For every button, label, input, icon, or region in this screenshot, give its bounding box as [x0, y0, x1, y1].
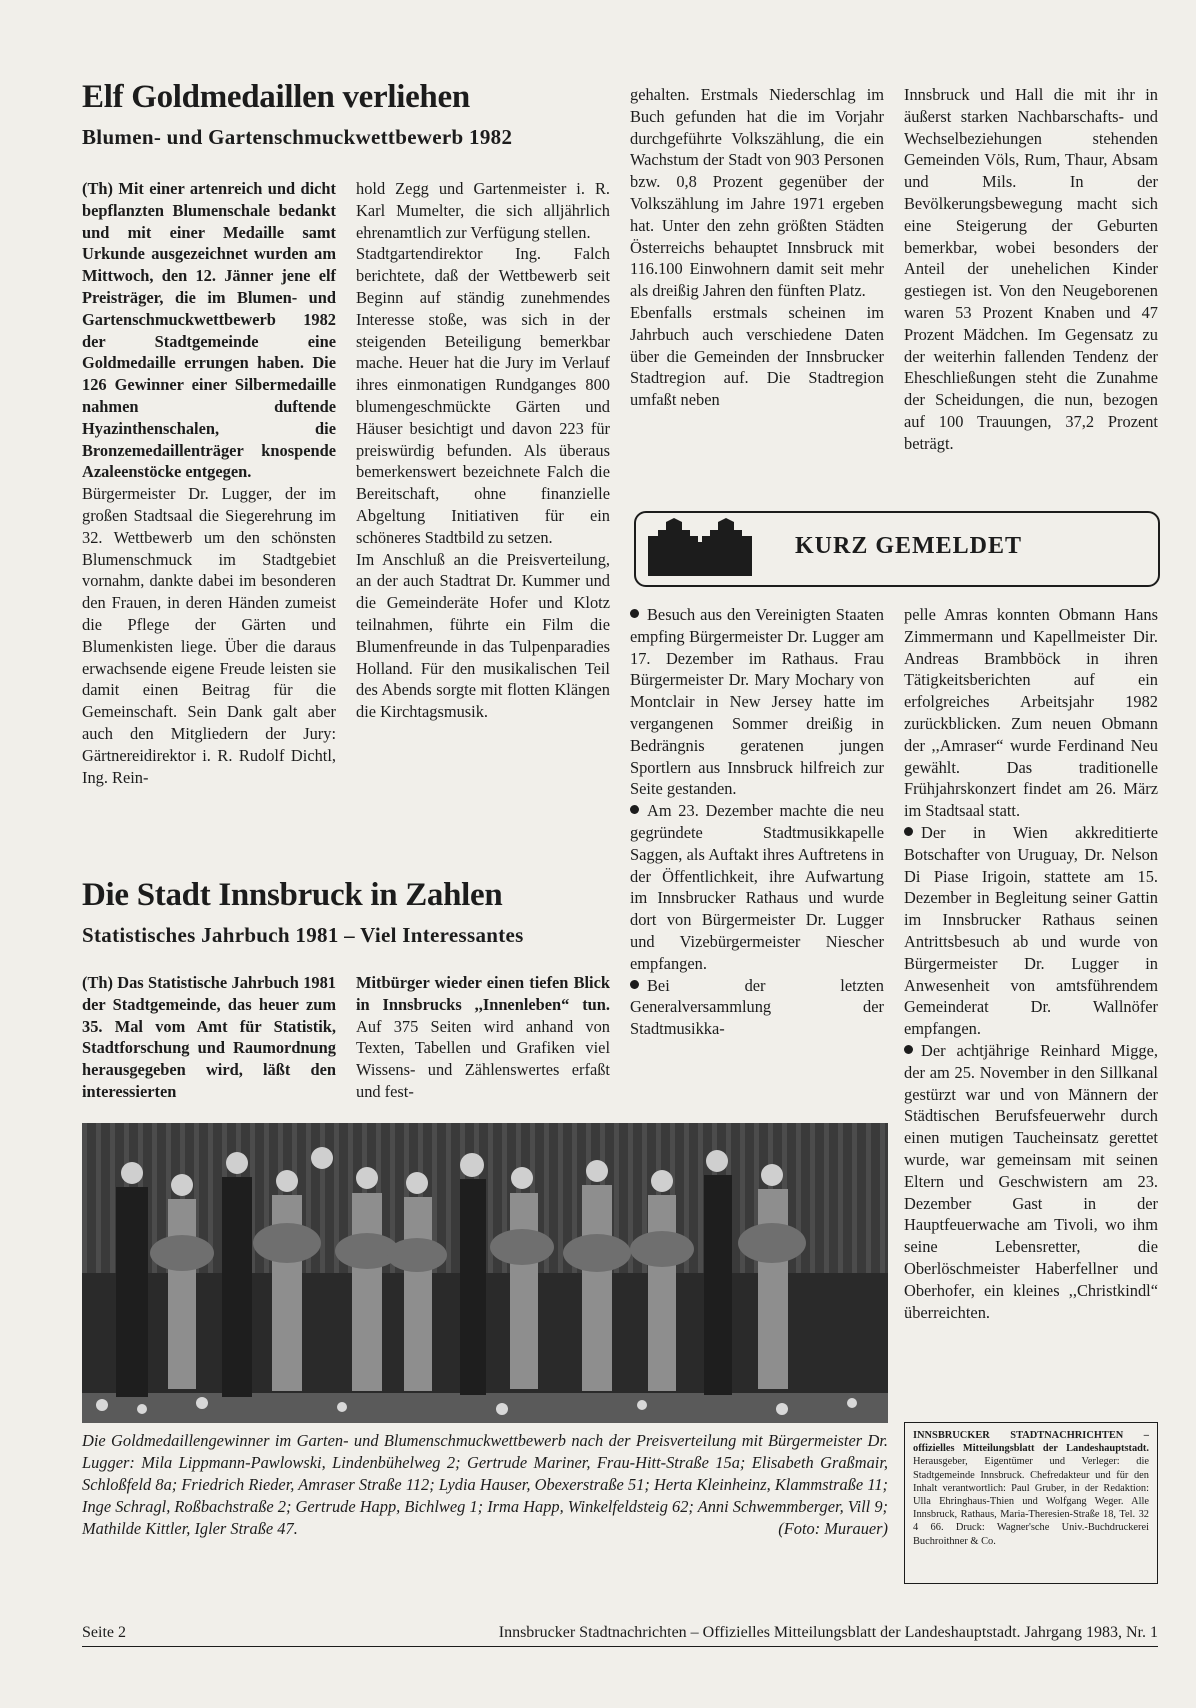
photo-caption	[82, 1430, 888, 1540]
kurz-item-5: Der achtjährige Reinhard Migge, der am 25. November in den Sillkanal gestürzt war und von Männern der Städtischen Berufsfeuerwehr durch einen mutigen Taucheinsatz gerettet wurde, war gemeinsam mit seinen Eltern und Geschwistern am 23. Dezember Gast in der Hauptfeuerwache am Tivoli, wo ihm seine Lebensretter, die Oberlöschmeister Haberfellner und Oberhofer, ein kleines ,,Christkindl“ überreichten.	[904, 1040, 1158, 1322]
footer-page-number: Seite 2	[82, 1624, 126, 1641]
group-photo-illustration	[82, 1123, 888, 1423]
article1-subheadline: Blumen- und Gartenschmuckwettbewerb 1982	[82, 125, 513, 149]
kurz-item-4: Der in Wien akkreditierte Botschafter von Uruguay, Dr. Nelson Di Piase Irigoin, stattete am 15. Dezember in Begleitung seiner Gattin im Innsbrucker Rathaus seinen Antrittsbesuch ab und wurde von Bürgermeister Dr. Lugger in Anwesenheit von amtsführendem Gemeinderat Dr. Wallnöfer empfangen.	[904, 822, 1158, 1039]
bullet-icon	[904, 827, 913, 836]
article2-lead-col1: (Th) Das Statistische Jahrbuch 1981 der Stadtgemeinde, das heuer zum 35. Mal vom Amt für Statistik, Stadtforschung und Raumordnung herausgegeben wird, läßt den interessierten	[82, 973, 336, 1101]
impressum-text: Herausgeber, Eigentümer und Verleger: die Stadtgemeinde Innsbruck. Chefredakteur und für den Inhalt verantwortlich: Paul Gruber, in der Redaktion: Ulla Ehringhaus-Thien und Wolfgang Weger. Alle Innsbruck, Rathaus, Maria-Theresien-Straße 18, Tel. 32 4 66. Druck: Wagner'sche Univ.-Buchdruckerei Buchroithner & Co.	[913, 1456, 1149, 1547]
impressum-box	[904, 1422, 1158, 1584]
kurz-item-3: Bei der letzten Generalversammlung der Stadtmusikka-	[630, 975, 884, 1039]
kurz-column-1	[630, 604, 884, 1040]
photo-caption-text: Die Goldmedaillengewinner im Garten- und Blumenschmuckwettbewerb nach der Preisverteilung mit Bürgermeister Dr. Lugger: Mila Lippmann-Pawlowski, Lindenbühelweg 2; Gertrude Mariner, Frau-Hitt-Straße 15a; Elisabeth Graßmair, Schloßfeld 8a; Friedrich Rieder, Amraser Straße 112; Lydia Hauser, Obexerstraße 51; Herta Kleinheinz, Klammstraße 11; Inge Schragl, Roßbachstraße 2; Gertrude Happ, Bichlweg 1; Irma Happ, Winkelfeldsteig 62; Anni Schwemmberger, Vill 9; Mathilde Kittler, Igler Straße 47.	[82, 1431, 888, 1538]
footer-publication: Innsbrucker Stadtnachrichten – Offizielles Mitteilungsblatt der Landeshauptstadt. Jahrgang 1983, Nr. 1	[498, 1624, 1158, 1641]
article2-subheadline: Statistisches Jahrbuch 1981 – Viel Interessantes	[82, 923, 524, 947]
article1-body-col2a: hold Zegg und Gartenmeister i. R. Karl Mumelter, die sich alljährlich ehrenamtlich zur Verfügung stellen.	[356, 179, 610, 242]
article1-column-1	[82, 178, 336, 788]
bullet-icon	[630, 609, 639, 618]
article2-body-col4: Innsbruck und Hall die mit ihr in äußerst starken Nachbarschafts- und Wechselbeziehungen stehenden Gemeinden Völs, Rum, Thaur, Absam und Mils. In der Bevölkerungsbewegung macht sich eine Steigerung der Geburten bemerkbar, wobei besonders der Anteil der unehelichen Kinder gestiegen ist. Von den Neugeborenen waren 53 Prozent Knaben und 47 Prozent Mädchen. Im Gegensatz zu der weiterhin fallenden Tendenz der Eheschließungen steht die Zunahme der Scheidungen, die nun, bezogen auf 100 Trauungen, 37,2 Prozent beträgt.	[904, 85, 1158, 453]
article1-headline: Elf Goldmedaillen verliehen	[82, 79, 470, 115]
city-silhouette-icon	[648, 518, 752, 576]
bullet-icon	[630, 980, 639, 989]
article2-column-4	[904, 84, 1158, 455]
article1-body-col2b: Stadtgartendirektor Ing. Falch berichtete, daß der Wettbewerb seit Beginn auf ständig zunehmendes Interesse stoße, was sich in der steigenden Beteiligung bemerkbar mache. Heuer hat die Jury im Verlauf ihres einmonatigen Rundganges 800 blumengeschmückte Gärten und Häuser besichtigt und davon 223 für preiswürdig befunden. Als überaus bemerkenswert bezeichnete Falch die Bereitschaft, ohne finanzielle Abgeltung Initiativen für ein schöneres Stadtbild zu setzen.	[356, 244, 610, 547]
article1-body-col2c: Im Anschluß an die Preisverteilung, an der auch Stadtrat Dr. Kummer und die Gemeinderäte Hofer und Klotz teilnahmen, führte ein Film die Blumenfreunde in das Tulpenparadies Holland. Für den musikalischen Teil des Abends sorgte mit flotten Klängen die Kirchtagsmusik.	[356, 549, 610, 722]
impressum-heading: INNSBRUCKER STADTNACHRICHTEN – offizielles Mitteilungsblatt der Landeshauptstadt.	[913, 1430, 1149, 1455]
article2-body-col2: Auf 375 Seiten wird anhand von Texten, Tabellen und Grafiken viel Wissens- und Zählenswertes erfaßt und fest-	[356, 1016, 610, 1101]
kurz-continuation: pelle Amras konnten Obmann Hans Zimmermann und Kapellmeister Dir. Andreas Brambböck in ihren Tätigkeitsberichten auf ein erfolgreiches Arbeitsjahr 1982 zurückblicken. Zum neuen Obmann der ,,Amraser“ wurde Ferdinand Neu gewählt. Das traditionelle Frühjahrskonzert findet am 26. März im Stadtsaal statt.	[904, 605, 1158, 821]
article2-column-3	[630, 84, 884, 411]
kurz-item-1: Besuch aus den Vereinigten Staaten empfing Bürgermeister Dr. Lugger am 17. Dezember im Rathaus. Frau Bürgermeister Dr. Mary Mochary von Montclair in New Jersey hatte im vergangenen Sommer dreißig in Bedrängnis geratenen jungen Sportlern aus Innsbruck hilfreich zur Seite gestanden.	[630, 605, 884, 799]
article1-body-col1: Bürgermeister Dr. Lugger, der im großen Stadtsaal die Siegerehrung im 32. Wettbewerb um den schönsten Blumenschmuck im Stadtgebiet vornahm, dankte dabei im besonderen den Frauen, in deren Händen zumeist die Pflege der Gärten und Blumenkisten liege. Über die daraus erwachsende eigene Freude leisten sie damit einen Beitrag für die Gemeinschaft. Sein Dank galt aber auch den Mitgliedern der Jury: Gärtnereidirektor i. R. Rudolf Dichtl, Ing. Rein-	[82, 484, 336, 787]
article1-column-2	[356, 178, 610, 723]
bullet-icon	[904, 1045, 913, 1054]
article2-column-2	[356, 972, 610, 1103]
bullet-icon	[630, 805, 639, 814]
article1-lead: (Th) Mit einer artenreich und dicht bepflanzten Blumenschale bedankt und mit einer Medaille samt Urkunde ausgezeichnet wurden am Mittwoch, den 12. Jänner jene elf Preisträger, die im Blumen- und Gartenschmuckwettbewerb 1982 der Stadtgemeinde eine Goldmedaille errungen haben. Die 126 Gewinner einer Silbermedaille nahmen duftende Hyazinthenschalen, die Bronzemedaillenträger knospende Azaleenstöcke entgegen.	[82, 179, 336, 482]
kurz-item-2: Am 23. Dezember machte die neu gegründete Stadtmusikkapelle Saggen, als Auftakt ihres Auftretens in der Öffentlichkeit, ihre Aufwartung im Innsbrucker Rathaus und wurde dort von Bürgermeister Dr. Lugger und Vizebürgermeister Niescher empfangen.	[630, 801, 884, 973]
article2-body-col3b: Ebenfalls erstmals scheinen im Jahrbuch auch verschiedene Daten über die Gemeinden der Innsbrucker Stadtregion auf. Die Stadtregion umfaßt neben	[630, 302, 884, 410]
article2-headline: Die Stadt Innsbruck in Zahlen	[82, 877, 503, 913]
footer-rule	[82, 1646, 1158, 1647]
award-winners-photo	[82, 1123, 888, 1423]
article2-column-1	[82, 972, 336, 1103]
kurz-gemeldet-title: KURZ GEMELDET	[795, 533, 1023, 559]
article2-body-col3a: gehalten. Erstmals Niederschlag im Buch gefunden hat die im Vorjahr durchgeführte Volkszählung, die ein Wachstum der Stadt von 903 Personen bzw. 0,8 Prozent gegenüber der Volkszählung im Jahre 1971 ergeben hat. Unter den zehn größten Städten Österreichs behauptet Innsbruck mit 116.100 Einwohnern damit seit mehr als dreißig Jahren den fünften Platz.	[630, 85, 884, 301]
kurz-column-2	[904, 604, 1158, 1323]
article2-lead-col2: Mitbürger wieder einen tiefen Blick in Innsbrucks ,,Innenleben“ tun.	[356, 973, 610, 1014]
photo-credit: (Foto: Murauer)	[778, 1519, 888, 1538]
